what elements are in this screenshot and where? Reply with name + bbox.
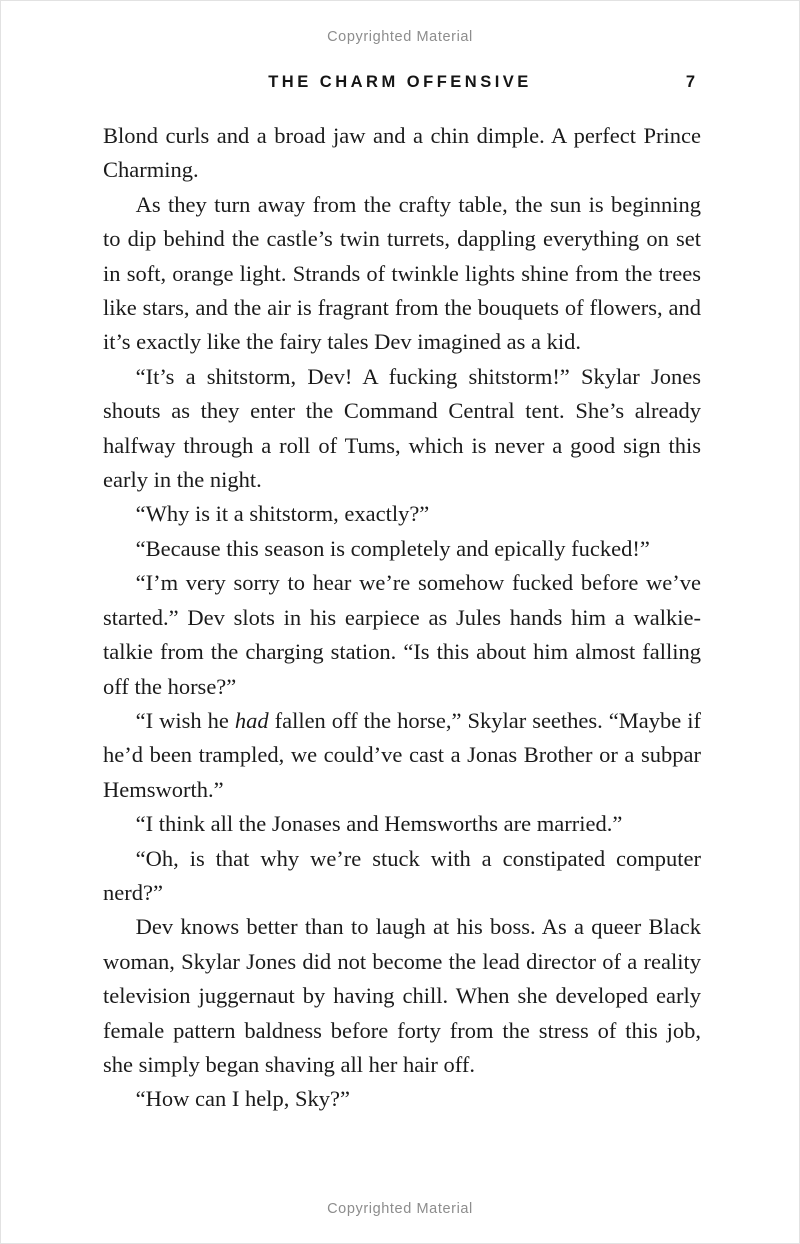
paragraph bbox=[103, 497, 701, 531]
paragraph bbox=[103, 566, 701, 704]
copyright-notice-top: Copyrighted Material bbox=[327, 29, 473, 45]
text-run: “Because this season is completely and epically fucked!” bbox=[135, 535, 650, 561]
text-run: As they turn away from the crafty table, the sun is beginning to dip behind the castle’s twin turrets, dappling everything on set in soft, orange light. Strands of twinkle lights shine from the trees like stars, and the air is fragrant from the bouquets of flowers, and it’s exactly like the fairy tales Dev imagined as a kid. bbox=[103, 191, 701, 355]
paragraph bbox=[103, 807, 701, 841]
text-run: Dev knows better than to laugh at his boss. As a queer Black woman, Skylar Jones did not become the lead director of a reality television juggernaut by having chill. When she developed early female pattern baldness before forty from the stress of this job, she simply began shaving all her hair off. bbox=[103, 914, 701, 1077]
paragraph bbox=[103, 842, 701, 911]
paragraph bbox=[103, 360, 701, 498]
text-run: “Why is it a shitstorm, exactly?” bbox=[135, 501, 430, 527]
body-text bbox=[103, 119, 701, 1117]
text-run: “I think all the Jonases and Hemsworths are married.” bbox=[135, 811, 623, 837]
paragraph bbox=[103, 188, 701, 360]
paragraph bbox=[103, 1082, 701, 1116]
paragraph bbox=[103, 532, 701, 566]
running-title: THE CHARM OFFENSIVE bbox=[268, 73, 532, 91]
copyright-notice-bottom: Copyrighted Material bbox=[327, 1201, 473, 1217]
italic-text-run: had bbox=[234, 707, 269, 733]
paragraph bbox=[103, 910, 701, 1082]
text-run: Blond curls and a broad jaw and a chin dimple. A perfect Prince Charming. bbox=[103, 123, 701, 183]
paragraph bbox=[103, 704, 701, 807]
paragraph bbox=[103, 119, 701, 188]
text-run: fallen off the horse,” Skylar seethes. “Maybe if he’d been trampled, we could’ve cast a Jonas Brother or a subpar Hemsworth.” bbox=[103, 707, 701, 802]
text-run: “How can I help, Sky?” bbox=[135, 1086, 350, 1112]
text-run: “I wish he bbox=[135, 707, 235, 733]
page-header bbox=[1, 73, 799, 97]
page-number: 7 bbox=[685, 73, 695, 91]
text-run: “I’m very sorry to hear we’re somehow fucked before we’ve started.” Dev slots in his earpiece as Jules hands him a walkie-talkie from the charging station. “Is this about him almost falling off the horse?” bbox=[103, 570, 701, 699]
text-run: “Oh, is that why we’re stuck with a constipated computer nerd?” bbox=[103, 845, 701, 905]
text-run: “It’s a shitstorm, Dev! A fucking shitstorm!” Skylar Jones shouts as they enter the Command Central tent. She’s already halfway through a roll of Tums, which is never a good sign this early in the night. bbox=[103, 363, 701, 493]
